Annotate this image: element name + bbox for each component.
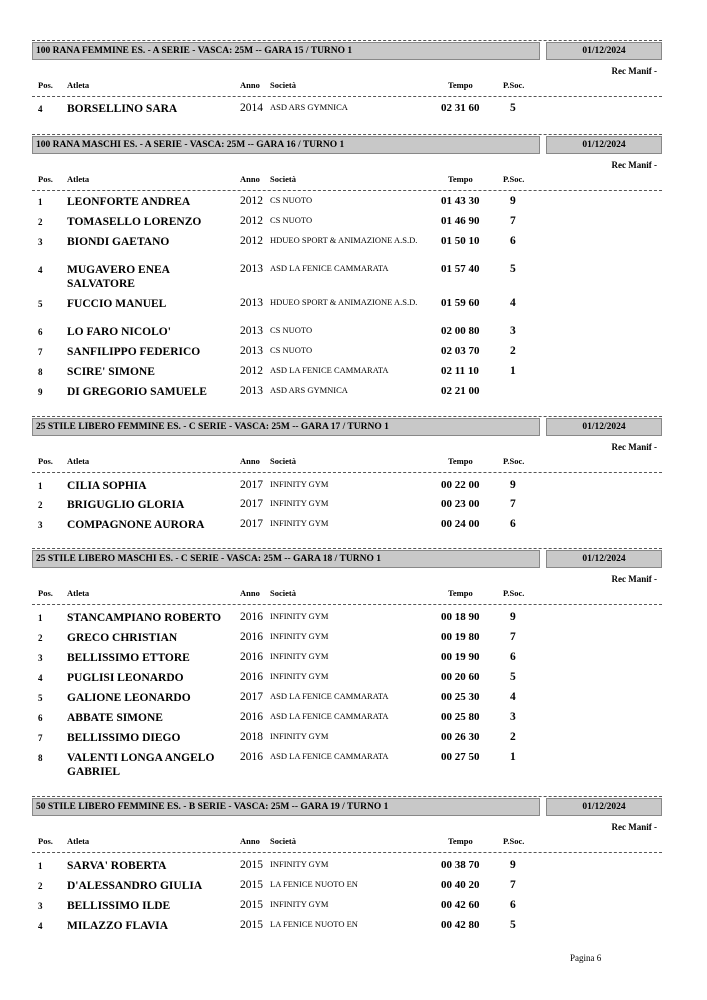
event-title: 25 STILE LIBERO MASCHI ES. - C SERIE - VASCA: 25M -- GARA 18 / TURNO 1 bbox=[32, 550, 540, 568]
header-rule bbox=[32, 604, 662, 605]
result-time: 00 18 90 bbox=[441, 611, 480, 623]
club-name: ASD LA FENICE CAMMARATA bbox=[270, 711, 389, 721]
section-top-rule bbox=[32, 796, 662, 797]
club-points: 1 bbox=[510, 365, 516, 377]
birth-year: 2016 bbox=[240, 671, 263, 683]
col-header-pos: Pos. bbox=[38, 456, 53, 466]
athlete-name: BELLISSIMO ILDE bbox=[67, 900, 171, 912]
club-name: INFINITY GYM bbox=[270, 518, 329, 528]
result-pos: 9 bbox=[38, 387, 43, 397]
result-pos: 3 bbox=[38, 653, 43, 663]
event-date: 01/12/2024 bbox=[546, 550, 662, 568]
birth-year: 2016 bbox=[240, 711, 263, 723]
col-header-atleta: Atleta bbox=[67, 456, 90, 466]
header-rule bbox=[32, 96, 662, 97]
athlete-name: SARVA' ROBERTA bbox=[67, 860, 167, 872]
result-pos: 3 bbox=[38, 901, 43, 911]
athlete-name: DI GREGORIO SAMUELE bbox=[67, 386, 207, 398]
club-points: 2 bbox=[510, 345, 516, 357]
section-top-rule bbox=[32, 416, 662, 417]
col-header-tempo: Tempo bbox=[448, 456, 473, 466]
result-pos: 1 bbox=[38, 197, 43, 207]
birth-year: 2017 bbox=[240, 691, 263, 703]
athlete-name: LO FARO NICOLO' bbox=[67, 326, 171, 338]
athlete-name: STANCAMPIANO ROBERTO bbox=[67, 612, 222, 624]
result-pos: 2 bbox=[38, 633, 43, 643]
result-pos: 2 bbox=[38, 217, 43, 227]
birth-year: 2016 bbox=[240, 631, 263, 643]
club-name: ASD ARS GYMNICA bbox=[270, 102, 348, 112]
club-name: INFINITY GYM bbox=[270, 731, 329, 741]
club-points: 3 bbox=[510, 711, 516, 723]
result-time: 02 03 70 bbox=[441, 345, 480, 357]
result-time: 01 50 10 bbox=[441, 235, 480, 247]
club-name: INFINITY GYM bbox=[270, 479, 329, 489]
club-points: 4 bbox=[510, 691, 516, 703]
club-name: LA FENICE NUOTO EN bbox=[270, 879, 358, 889]
col-header-psoc: P.Soc. bbox=[503, 836, 525, 846]
result-pos: 8 bbox=[38, 367, 43, 377]
col-header-tempo: Tempo bbox=[448, 588, 473, 598]
club-name: INFINITY GYM bbox=[270, 899, 329, 909]
club-name: CS NUOTO bbox=[270, 325, 313, 335]
birth-year: 2017 bbox=[240, 479, 263, 491]
page-number: Pagina 6 bbox=[570, 953, 602, 963]
athlete-name: CILIA SOPHIA bbox=[67, 480, 147, 492]
club-points: 4 bbox=[510, 297, 516, 309]
club-points: 6 bbox=[510, 235, 516, 247]
club-points: 6 bbox=[510, 899, 516, 911]
result-time: 00 25 80 bbox=[441, 711, 480, 723]
club-name: ASD LA FENICE CAMMARATA bbox=[270, 691, 389, 701]
result-time: 00 38 70 bbox=[441, 859, 480, 871]
birth-year: 2013 bbox=[240, 385, 263, 397]
result-time: 02 00 80 bbox=[441, 325, 480, 337]
result-pos: 2 bbox=[38, 500, 43, 510]
athlete-name: ABBATE SIMONE bbox=[67, 712, 163, 724]
club-points: 2 bbox=[510, 731, 516, 743]
athlete-name: BELLISSIMO DIEGO bbox=[67, 732, 181, 744]
result-pos: 7 bbox=[38, 733, 43, 743]
result-time: 02 31 60 bbox=[441, 102, 480, 114]
club-name: LA FENICE NUOTO EN bbox=[270, 919, 358, 929]
col-header-anno: Anno bbox=[240, 836, 260, 846]
birth-year: 2012 bbox=[240, 195, 263, 207]
col-header-atleta: Atleta bbox=[67, 174, 90, 184]
col-header-psoc: P.Soc. bbox=[503, 588, 525, 598]
birth-year: 2017 bbox=[240, 518, 263, 530]
birth-year: 2015 bbox=[240, 859, 263, 871]
col-header-anno: Anno bbox=[240, 80, 260, 90]
rec-manif-label: Rec Manif - bbox=[611, 822, 657, 832]
birth-year: 2014 bbox=[240, 102, 263, 114]
result-time: 02 21 00 bbox=[441, 385, 480, 397]
result-time: 01 46 90 bbox=[441, 215, 480, 227]
club-points: 6 bbox=[510, 651, 516, 663]
result-pos: 3 bbox=[38, 237, 43, 247]
result-time: 00 20 60 bbox=[441, 671, 480, 683]
athlete-name: FUCCIO MANUEL bbox=[67, 298, 167, 310]
club-name: INFINITY GYM bbox=[270, 498, 329, 508]
club-name: INFINITY GYM bbox=[270, 631, 329, 641]
result-time: 00 42 60 bbox=[441, 899, 480, 911]
club-points: 6 bbox=[510, 518, 516, 530]
athlete-name: GALIONE LEONARDO bbox=[67, 692, 191, 704]
birth-year: 2013 bbox=[240, 263, 263, 275]
result-pos: 5 bbox=[38, 693, 43, 703]
club-points: 7 bbox=[510, 498, 516, 510]
athlete-name: COMPAGNONE AURORA bbox=[67, 519, 205, 531]
club-points: 9 bbox=[510, 859, 516, 871]
club-points: 5 bbox=[510, 102, 516, 114]
birth-year: 2012 bbox=[240, 215, 263, 227]
birth-year: 2015 bbox=[240, 879, 263, 891]
birth-year: 2016 bbox=[240, 751, 263, 763]
col-header-tempo: Tempo bbox=[448, 174, 473, 184]
birth-year: 2015 bbox=[240, 919, 263, 931]
club-points: 9 bbox=[510, 479, 516, 491]
col-header-pos: Pos. bbox=[38, 80, 53, 90]
event-title: 50 STILE LIBERO FEMMINE ES. - B SERIE - VASCA: 25M -- GARA 19 / TURNO 1 bbox=[32, 798, 540, 816]
birth-year: 2013 bbox=[240, 325, 263, 337]
birth-year: 2012 bbox=[240, 235, 263, 247]
col-header-psoc: P.Soc. bbox=[503, 80, 525, 90]
event-date: 01/12/2024 bbox=[546, 418, 662, 436]
col-header-atleta: Atleta bbox=[67, 836, 90, 846]
result-pos: 6 bbox=[38, 327, 43, 337]
section-top-rule bbox=[32, 40, 662, 41]
club-name: INFINITY GYM bbox=[270, 859, 329, 869]
result-time: 00 27 50 bbox=[441, 751, 480, 763]
result-pos: 7 bbox=[38, 347, 43, 357]
col-header-anno: Anno bbox=[240, 174, 260, 184]
result-pos: 8 bbox=[38, 753, 43, 763]
birth-year: 2013 bbox=[240, 297, 263, 309]
result-time: 00 19 80 bbox=[441, 631, 480, 643]
col-header-societa: Società bbox=[270, 588, 296, 598]
result-time: 02 11 10 bbox=[441, 365, 479, 377]
result-pos: 3 bbox=[38, 520, 43, 530]
col-header-societa: Società bbox=[270, 836, 296, 846]
athlete-name: BRIGUGLIO GLORIA bbox=[67, 499, 185, 511]
club-points: 7 bbox=[510, 215, 516, 227]
result-pos: 1 bbox=[38, 861, 43, 871]
club-points: 9 bbox=[510, 195, 516, 207]
event-date: 01/12/2024 bbox=[546, 136, 662, 154]
col-header-pos: Pos. bbox=[38, 588, 53, 598]
rec-manif-label: Rec Manif - bbox=[611, 160, 657, 170]
col-header-tempo: Tempo bbox=[448, 80, 473, 90]
birth-year: 2015 bbox=[240, 899, 263, 911]
club-points: 9 bbox=[510, 611, 516, 623]
col-header-pos: Pos. bbox=[38, 836, 53, 846]
result-pos: 1 bbox=[38, 613, 43, 623]
club-name: INFINITY GYM bbox=[270, 651, 329, 661]
result-time: 00 26 30 bbox=[441, 731, 480, 743]
col-header-anno: Anno bbox=[240, 456, 260, 466]
result-time: 01 43 30 bbox=[441, 195, 480, 207]
athlete-name: MUGAVERO ENEA SALVATORE bbox=[67, 264, 170, 290]
header-rule bbox=[32, 472, 662, 473]
col-header-atleta: Atleta bbox=[67, 588, 90, 598]
result-pos: 4 bbox=[38, 673, 43, 683]
col-header-societa: Società bbox=[270, 80, 296, 90]
col-header-anno: Anno bbox=[240, 588, 260, 598]
club-points: 7 bbox=[510, 879, 516, 891]
athlete-name: LEONFORTE ANDREA bbox=[67, 196, 191, 208]
athlete-name: PUGLISI LEONARDO bbox=[67, 672, 184, 684]
result-time: 00 23 00 bbox=[441, 498, 480, 510]
result-pos: 5 bbox=[38, 299, 43, 309]
header-rule bbox=[32, 852, 662, 853]
rec-manif-label: Rec Manif - bbox=[611, 574, 657, 584]
birth-year: 2016 bbox=[240, 651, 263, 663]
result-time: 01 59 60 bbox=[441, 297, 480, 309]
col-header-psoc: P.Soc. bbox=[503, 174, 525, 184]
col-header-psoc: P.Soc. bbox=[503, 456, 525, 466]
birth-year: 2016 bbox=[240, 611, 263, 623]
club-points: 1 bbox=[510, 751, 516, 763]
result-time: 00 24 00 bbox=[441, 518, 480, 530]
athlete-name: BIONDI GAETANO bbox=[67, 236, 170, 248]
event-title: 25 STILE LIBERO FEMMINE ES. - C SERIE - VASCA: 25M -- GARA 17 / TURNO 1 bbox=[32, 418, 540, 436]
rec-manif-label: Rec Manif - bbox=[611, 66, 657, 76]
col-header-tempo: Tempo bbox=[448, 836, 473, 846]
birth-year: 2018 bbox=[240, 731, 263, 743]
event-title: 100 RANA MASCHI ES. - A SERIE - VASCA: 25M -- GARA 16 / TURNO 1 bbox=[32, 136, 540, 154]
athlete-name: VALENTI LONGA ANGELO GABRIEL bbox=[67, 752, 215, 778]
section-top-rule bbox=[32, 548, 662, 549]
athlete-name: D'ALESSANDRO GIULIA bbox=[67, 880, 203, 892]
club-name: ASD LA FENICE CAMMARATA bbox=[270, 365, 389, 375]
club-points: 5 bbox=[510, 263, 516, 275]
header-rule bbox=[32, 190, 662, 191]
result-pos: 1 bbox=[38, 481, 43, 491]
section-top-rule bbox=[32, 134, 662, 135]
result-pos: 6 bbox=[38, 713, 43, 723]
club-name: INFINITY GYM bbox=[270, 611, 329, 621]
result-time: 00 25 30 bbox=[441, 691, 480, 703]
result-pos: 4 bbox=[38, 921, 43, 931]
result-time: 01 57 40 bbox=[441, 263, 480, 275]
rec-manif-label: Rec Manif - bbox=[611, 442, 657, 452]
result-pos: 2 bbox=[38, 881, 43, 891]
result-pos: 4 bbox=[38, 265, 43, 275]
result-time: 00 19 90 bbox=[441, 651, 480, 663]
athlete-name: BORSELLINO SARA bbox=[67, 103, 178, 115]
event-date: 01/12/2024 bbox=[546, 798, 662, 816]
club-name: INFINITY GYM bbox=[270, 671, 329, 681]
club-name: HDUEO SPORT & ANIMAZIONE A.S.D. bbox=[270, 297, 418, 307]
birth-year: 2017 bbox=[240, 498, 263, 510]
birth-year: 2012 bbox=[240, 365, 263, 377]
club-name: ASD ARS GYMNICA bbox=[270, 385, 348, 395]
athlete-name: GRECO CHRISTIAN bbox=[67, 632, 178, 644]
club-name: CS NUOTO bbox=[270, 345, 313, 355]
athlete-name: SCIRE' SIMONE bbox=[67, 366, 155, 378]
col-header-atleta: Atleta bbox=[67, 80, 90, 90]
result-time: 00 42 80 bbox=[441, 919, 480, 931]
athlete-name: BELLISSIMO ETTORE bbox=[67, 652, 190, 664]
club-points: 3 bbox=[510, 325, 516, 337]
event-date: 01/12/2024 bbox=[546, 42, 662, 60]
event-title: 100 RANA FEMMINE ES. - A SERIE - VASCA: 25M -- GARA 15 / TURNO 1 bbox=[32, 42, 540, 60]
club-name: ASD LA FENICE CAMMARATA bbox=[270, 751, 389, 761]
club-name: ASD LA FENICE CAMMARATA bbox=[270, 263, 389, 273]
col-header-societa: Società bbox=[270, 174, 296, 184]
result-time: 00 40 20 bbox=[441, 879, 480, 891]
result-time: 00 22 00 bbox=[441, 479, 480, 491]
club-name: CS NUOTO bbox=[270, 195, 313, 205]
col-header-pos: Pos. bbox=[38, 174, 53, 184]
club-points: 5 bbox=[510, 919, 516, 931]
result-pos: 4 bbox=[38, 104, 43, 114]
club-name: HDUEO SPORT & ANIMAZIONE A.S.D. bbox=[270, 235, 418, 245]
club-points: 7 bbox=[510, 631, 516, 643]
club-name: CS NUOTO bbox=[270, 215, 313, 225]
athlete-name: SANFILIPPO FEDERICO bbox=[67, 346, 201, 358]
col-header-societa: Società bbox=[270, 456, 296, 466]
athlete-name: TOMASELLO LORENZO bbox=[67, 216, 202, 228]
club-points: 5 bbox=[510, 671, 516, 683]
athlete-name: MILAZZO FLAVIA bbox=[67, 920, 169, 932]
birth-year: 2013 bbox=[240, 345, 263, 357]
